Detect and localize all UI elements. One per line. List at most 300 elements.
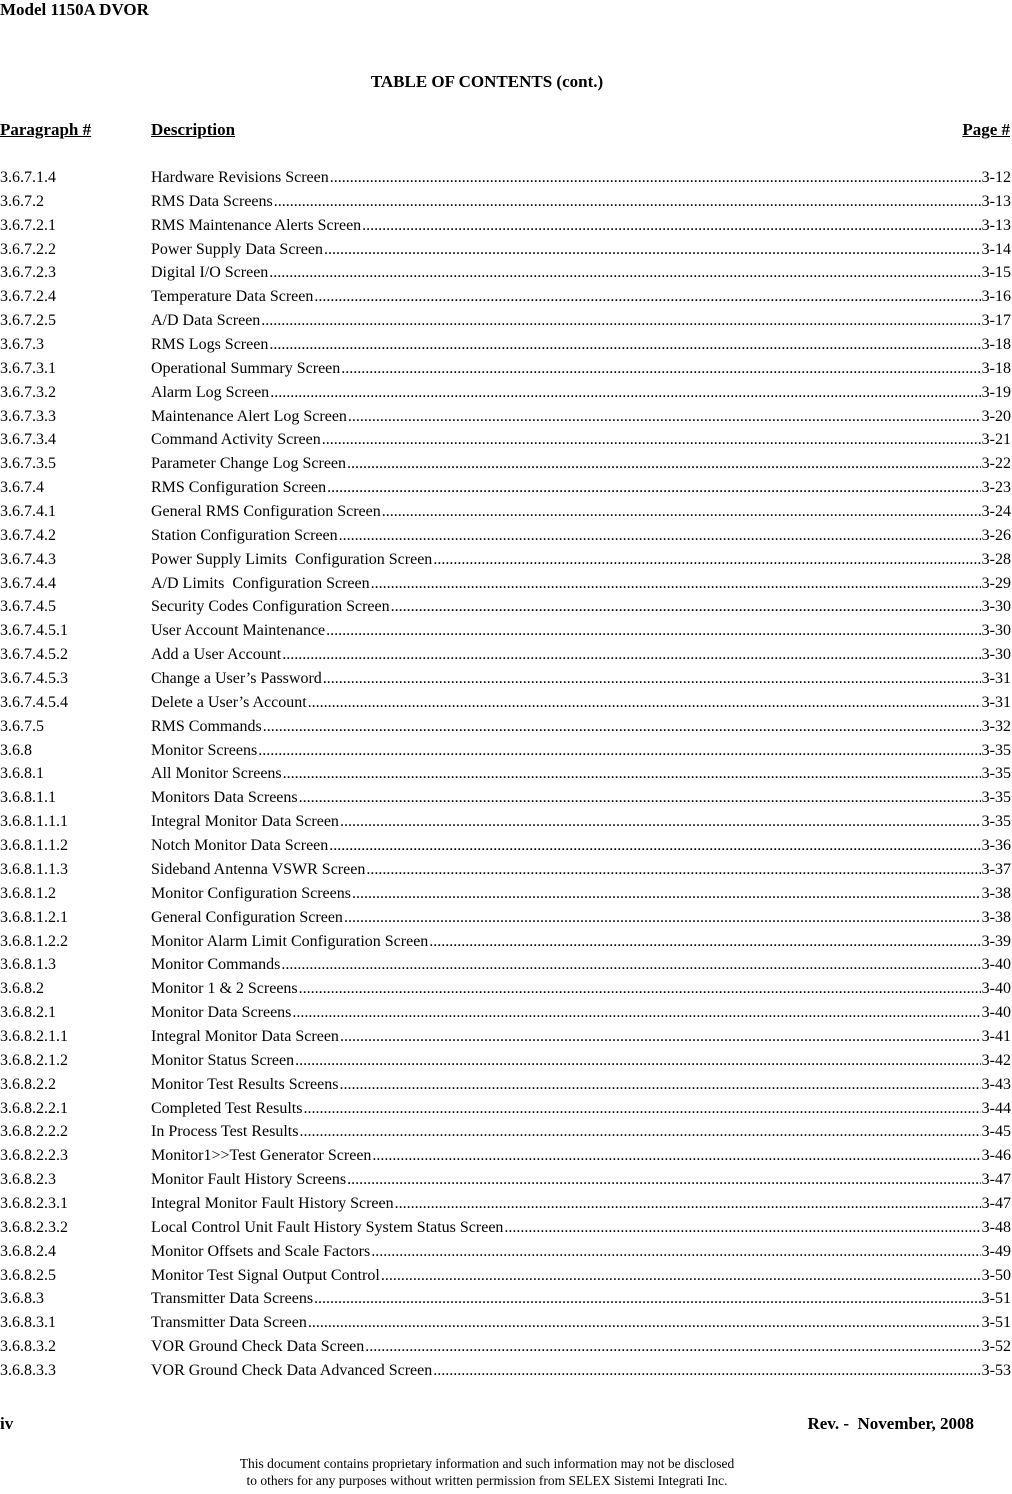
toc-entry-line xyxy=(151,859,1011,881)
toc-paragraph-number: 3.6.8.2.4 xyxy=(0,1242,56,1260)
toc-paragraph-number: 3.6.8.1.1.3 xyxy=(0,860,68,878)
toc-page-number: 3-31 xyxy=(981,693,1011,711)
toc-entry-line xyxy=(151,453,1011,475)
toc-paragraph-number: 3.6.7.2.1 xyxy=(0,216,56,234)
toc-entry-line xyxy=(151,382,1011,404)
toc-entry xyxy=(0,167,1012,191)
dot-leader xyxy=(283,763,981,785)
toc-entry-line xyxy=(151,1026,1011,1048)
toc-page-number: 3-47 xyxy=(981,1194,1011,1212)
toc-entry-line xyxy=(151,1074,1011,1096)
dot-leader xyxy=(323,668,981,690)
toc-entry-line xyxy=(151,596,1011,618)
toc-entry xyxy=(0,668,1012,692)
revision-date: Rev. - November, 2008 xyxy=(807,1414,974,1433)
toc-description: RMS Configuration Screen xyxy=(151,479,327,497)
dot-leader xyxy=(299,978,981,1000)
toc-page-number: 3-40 xyxy=(981,956,1011,974)
toc-description: Operational Summary Screen xyxy=(151,359,341,377)
disclaimer-line: This document contains proprietary information and such information may not be disclosed xyxy=(239,1456,735,1471)
toc-entry xyxy=(0,262,1012,286)
toc-description: Monitor1>>Test Generator Screen xyxy=(151,1147,372,1165)
toc-page-number: 3-21 xyxy=(981,431,1011,449)
toc-entry-line xyxy=(151,763,1011,785)
toc-entry-line xyxy=(151,286,1011,308)
toc-description: General RMS Configuration Screen xyxy=(151,503,381,521)
toc-entry xyxy=(0,811,1012,835)
toc-entry xyxy=(0,549,1012,573)
dot-leader xyxy=(269,334,980,356)
toc-paragraph-number: 3.6.8.1.2 xyxy=(0,884,56,902)
dot-leader xyxy=(381,1265,981,1287)
toc-entry xyxy=(0,501,1012,525)
toc-title: TABLE OF CONTENTS (cont.) xyxy=(370,72,604,91)
toc-page-number: 3-30 xyxy=(981,622,1011,640)
toc-page-number: 3-53 xyxy=(981,1361,1011,1379)
toc-entry-line xyxy=(151,1121,1011,1143)
toc-description: In Process Test Results xyxy=(151,1123,299,1141)
toc-entry-line xyxy=(151,191,1011,213)
toc-entry xyxy=(0,215,1012,239)
toc-paragraph-number: 3.6.7.4.5.1 xyxy=(0,622,68,640)
dot-leader xyxy=(303,1098,980,1120)
toc-entry xyxy=(0,1121,1012,1145)
toc-page-number: 3-52 xyxy=(981,1338,1011,1356)
toc-description: RMS Logs Screen xyxy=(151,336,269,354)
toc-page-number: 3-13 xyxy=(981,216,1011,234)
toc-description: Monitor Configuration Screens xyxy=(151,884,351,902)
toc-paragraph-number: 3.6.7.4 xyxy=(0,479,44,497)
toc-entry xyxy=(0,525,1012,549)
toc-page-number: 3-30 xyxy=(981,598,1011,616)
page-number: iv xyxy=(0,1414,14,1433)
toc-page-number: 3-40 xyxy=(981,1004,1011,1022)
toc-paragraph-number: 3.6.7.4.5.3 xyxy=(0,670,68,688)
toc-description: Monitor Fault History Screens xyxy=(151,1171,347,1189)
dot-leader xyxy=(308,692,981,714)
disclaimer-line: to others for any purposes without written permission from SELEX Sistemi Integrati Inc. xyxy=(246,1473,728,1488)
toc-description: Monitor Offsets and Scale Factors xyxy=(151,1242,371,1260)
dot-leader xyxy=(347,453,981,475)
toc-page-number: 3-31 xyxy=(981,670,1011,688)
toc-description: Monitor Alarm Limit Configuration Screen xyxy=(151,932,429,950)
toc-entry-line xyxy=(151,167,1011,189)
toc-entry xyxy=(0,835,1012,859)
toc-entry xyxy=(0,573,1012,597)
dot-leader xyxy=(382,501,981,523)
dot-leader xyxy=(433,549,980,571)
toc-description: Monitor Screens xyxy=(151,741,258,759)
dot-leader xyxy=(366,859,980,881)
toc-entry xyxy=(0,286,1012,310)
toc-entry xyxy=(0,978,1012,1002)
toc-entry xyxy=(0,1026,1012,1050)
toc-page-number: 3-51 xyxy=(981,1314,1011,1332)
toc-entry xyxy=(0,1360,1012,1384)
dot-leader xyxy=(365,1336,980,1358)
toc-page-number: 3-22 xyxy=(981,455,1011,473)
toc-paragraph-number: 3.6.8.3.2 xyxy=(0,1338,56,1356)
dot-leader xyxy=(371,1241,980,1263)
toc-entry-line xyxy=(151,501,1011,523)
toc-entry xyxy=(0,1336,1012,1360)
toc-entry-line xyxy=(151,573,1011,595)
toc-entry xyxy=(0,954,1012,978)
toc-description: RMS Commands xyxy=(151,717,262,735)
toc-page-number: 3-20 xyxy=(981,407,1011,425)
toc-paragraph-number: 3.6.7.4.5.4 xyxy=(0,693,68,711)
toc-paragraph-number: 3.6.8.2.3.1 xyxy=(0,1194,68,1212)
toc-entry-line xyxy=(151,954,1011,976)
dot-leader xyxy=(347,1169,981,1191)
toc-entry-line xyxy=(151,787,1011,809)
toc-entry-line xyxy=(151,931,1011,953)
toc-page-number: 3-26 xyxy=(981,526,1011,544)
toc-paragraph-number: 3.6.7.3.4 xyxy=(0,431,56,449)
toc-entry xyxy=(0,453,1012,477)
toc-description: Security Codes Configuration Screen xyxy=(151,598,390,616)
toc-entry xyxy=(0,406,1012,430)
toc-entry-line xyxy=(151,811,1011,833)
dot-leader xyxy=(299,787,981,809)
toc-page-number: 3-46 xyxy=(981,1147,1011,1165)
toc-entry xyxy=(0,620,1012,644)
toc-page-number: 3-17 xyxy=(981,312,1011,330)
dot-leader xyxy=(341,358,980,380)
dot-leader xyxy=(326,620,981,642)
toc-paragraph-number: 3.6.8.1.3 xyxy=(0,956,56,974)
dot-leader xyxy=(308,1312,981,1334)
toc-entry-line xyxy=(151,644,1011,666)
dot-leader xyxy=(352,883,981,905)
description-column-header: Description xyxy=(151,120,236,139)
toc-entry xyxy=(0,644,1012,668)
toc-page-number: 3-50 xyxy=(981,1266,1011,1284)
toc-description: Temperature Data Screen xyxy=(151,288,314,306)
toc-entry xyxy=(0,382,1012,406)
toc-entry xyxy=(0,1312,1012,1336)
toc-entry-line xyxy=(151,1169,1011,1191)
toc-description: RMS Data Screens xyxy=(151,192,273,210)
dot-leader xyxy=(340,1026,981,1048)
dot-leader xyxy=(299,1121,980,1143)
dot-leader xyxy=(329,835,980,857)
toc-description: Monitor 1 & 2 Screens xyxy=(151,980,298,998)
dot-leader xyxy=(340,811,981,833)
dot-leader xyxy=(263,716,981,738)
toc-description: Command Activity Screen xyxy=(151,431,321,449)
toc-page-number: 3-30 xyxy=(981,646,1011,664)
toc-paragraph-number: 3.6.8.2.3 xyxy=(0,1171,56,1189)
toc-page-number: 3-15 xyxy=(981,264,1011,282)
dot-leader xyxy=(339,1074,980,1096)
toc-description: Delete a User’s Account xyxy=(151,693,307,711)
toc-page-number: 3-14 xyxy=(981,240,1011,258)
toc-page-number: 3-45 xyxy=(981,1123,1011,1141)
toc-description: All Monitor Screens xyxy=(151,765,282,783)
toc-entry-line xyxy=(151,1098,1011,1120)
toc-entry-line xyxy=(151,1241,1011,1263)
dot-leader xyxy=(433,1360,980,1382)
toc-page-number: 3-47 xyxy=(981,1171,1011,1189)
toc-description: Monitors Data Screens xyxy=(151,789,298,807)
toc-entry-line xyxy=(151,716,1011,738)
toc-entry xyxy=(0,334,1012,358)
dot-leader xyxy=(314,286,980,308)
toc-entry-line xyxy=(151,1193,1011,1215)
toc-description: Integral Monitor Fault History Screen xyxy=(151,1194,394,1212)
toc-description: Power Supply Limits Configuration Screen xyxy=(151,550,433,568)
toc-page-number: 3-37 xyxy=(981,860,1011,878)
toc-description: Sideband Antenna VSWR Screen xyxy=(151,860,366,878)
toc-page-number: 3-48 xyxy=(981,1218,1011,1236)
toc-page-number: 3-19 xyxy=(981,383,1011,401)
toc-description: VOR Ground Check Data Screen xyxy=(151,1338,365,1356)
toc-entry xyxy=(0,1169,1012,1193)
toc-page-number: 3-16 xyxy=(981,288,1011,306)
toc-page-number: 3-12 xyxy=(981,169,1011,186)
toc-entry xyxy=(0,907,1012,931)
dot-leader xyxy=(258,740,980,762)
dot-leader xyxy=(429,931,980,953)
dot-leader xyxy=(330,167,981,189)
dot-leader xyxy=(371,573,981,595)
toc-paragraph-number: 3.6.8.2.1.2 xyxy=(0,1051,68,1069)
toc-entry xyxy=(0,310,1012,334)
toc-paragraph-number: 3.6.7.1.4 xyxy=(0,169,56,186)
toc-description: Power Supply Data Screen xyxy=(151,240,323,258)
toc-entry-line xyxy=(151,358,1011,380)
toc-entry-line xyxy=(151,549,1011,571)
dot-leader xyxy=(314,1288,981,1310)
toc-entry-line xyxy=(151,525,1011,547)
proprietary-disclaimer xyxy=(0,1455,974,1489)
toc-entry xyxy=(0,1265,1012,1289)
toc-entry-line xyxy=(151,239,1011,261)
toc-entry-line xyxy=(151,477,1011,499)
toc-entry xyxy=(0,1193,1012,1217)
toc-description: General Configuration Screen xyxy=(151,908,343,926)
toc-entry-line xyxy=(151,1145,1011,1167)
dot-leader xyxy=(395,1193,981,1215)
toc-description: VOR Ground Check Data Advanced Screen xyxy=(151,1361,433,1379)
page-column-header: Page # xyxy=(962,120,1010,139)
toc-entry-line xyxy=(151,835,1011,857)
toc-entry-line xyxy=(151,1312,1011,1334)
toc-list xyxy=(0,167,1012,1384)
toc-page-number: 3-42 xyxy=(981,1051,1011,1069)
toc-paragraph-number: 3.6.7.4.5.2 xyxy=(0,646,68,664)
toc-entry-line xyxy=(151,429,1011,451)
toc-description: Maintenance Alert Log Screen xyxy=(151,407,347,425)
toc-entry xyxy=(0,787,1012,811)
toc-entry-line xyxy=(151,215,1011,237)
toc-paragraph-number: 3.6.8.1.2.2 xyxy=(0,932,68,950)
toc-paragraph-number: 3.6.7.5 xyxy=(0,717,44,735)
toc-paragraph-number: 3.6.7.3.3 xyxy=(0,407,56,425)
toc-entry xyxy=(0,358,1012,382)
toc-entry-line xyxy=(151,1050,1011,1072)
dot-leader xyxy=(391,596,981,618)
toc-entry-line xyxy=(151,883,1011,905)
toc-entry xyxy=(0,1288,1012,1312)
toc-entry-line xyxy=(151,1217,1011,1239)
toc-description: Station Configuration Screen xyxy=(151,526,338,544)
toc-entry xyxy=(0,1098,1012,1122)
toc-description: Monitor Test Results Screens xyxy=(151,1075,339,1093)
toc-entry-line xyxy=(151,668,1011,690)
dot-leader xyxy=(269,262,980,284)
dot-leader xyxy=(324,239,981,261)
toc-description: Digital I/O Screen xyxy=(151,264,269,282)
toc-paragraph-number: 3.6.8.2.1.1 xyxy=(0,1027,68,1045)
dot-leader xyxy=(348,406,981,428)
toc-entry-line xyxy=(151,978,1011,1000)
toc-description: Transmitter Data Screens xyxy=(151,1290,314,1308)
toc-paragraph-number: 3.6.8.2.2.3 xyxy=(0,1147,68,1165)
toc-entry xyxy=(0,1217,1012,1241)
toc-paragraph-number: 3.6.7.4.4 xyxy=(0,574,56,592)
toc-entry xyxy=(0,1145,1012,1169)
dot-leader xyxy=(327,477,981,499)
toc-page-number: 3-35 xyxy=(981,765,1011,783)
toc-description: RMS Maintenance Alerts Screen xyxy=(151,216,362,234)
toc-entry xyxy=(0,477,1012,501)
toc-paragraph-number: 3.6.8.2.1 xyxy=(0,1004,56,1022)
toc-page-number: 3-35 xyxy=(981,741,1011,759)
toc-entry-line xyxy=(151,262,1011,284)
dot-leader xyxy=(270,382,980,404)
dot-leader xyxy=(504,1217,980,1239)
toc-paragraph-number: 3.6.7.2.2 xyxy=(0,240,56,258)
toc-entry-line xyxy=(151,1265,1011,1287)
toc-entry xyxy=(0,1074,1012,1098)
toc-paragraph-number: 3.6.8.2 xyxy=(0,980,44,998)
toc-entry xyxy=(0,763,1012,787)
toc-page-number: 3-13 xyxy=(981,192,1011,210)
toc-entry xyxy=(0,1050,1012,1074)
toc-paragraph-number: 3.6.7.2.3 xyxy=(0,264,56,282)
toc-page-number: 3-18 xyxy=(981,359,1011,377)
toc-entry-line xyxy=(151,620,1011,642)
toc-entry xyxy=(0,596,1012,620)
dot-leader xyxy=(261,310,980,332)
toc-description: Hardware Revisions Screen xyxy=(151,169,329,186)
toc-description: Notch Monitor Data Screen xyxy=(151,837,329,855)
toc-paragraph-number: 3.6.8.3.1 xyxy=(0,1314,56,1332)
toc-description: Add a User Account xyxy=(151,646,282,664)
toc-entry-line xyxy=(151,1288,1011,1310)
toc-description: Alarm Log Screen xyxy=(151,383,270,401)
dot-leader xyxy=(282,644,980,666)
toc-paragraph-number: 3.6.7.2.5 xyxy=(0,312,56,330)
toc-paragraph-number: 3.6.7.3.2 xyxy=(0,383,56,401)
toc-page-number: 3-44 xyxy=(981,1099,1011,1117)
toc-page-number: 3-28 xyxy=(981,550,1011,568)
toc-paragraph-number: 3.6.8.2.2.2 xyxy=(0,1123,68,1141)
toc-entry-line xyxy=(151,334,1011,356)
toc-paragraph-number: 3.6.8.1.1 xyxy=(0,789,56,807)
toc-paragraph-number: 3.6.8.2.2 xyxy=(0,1075,56,1093)
toc-page-number: 3-39 xyxy=(981,932,1011,950)
dot-leader xyxy=(295,1050,981,1072)
toc-description: Monitor Commands xyxy=(151,956,281,974)
dot-leader xyxy=(281,954,980,976)
toc-description: User Account Maintenance xyxy=(151,622,326,640)
toc-paragraph-number: 3.6.8.2.5 xyxy=(0,1266,56,1284)
toc-page-number: 3-41 xyxy=(981,1027,1011,1045)
dot-leader xyxy=(339,525,981,547)
toc-page-number: 3-35 xyxy=(981,789,1011,807)
toc-entry-line xyxy=(151,907,1011,929)
toc-description: Monitor Data Screens xyxy=(151,1004,292,1022)
toc-paragraph-number: 3.6.8.1 xyxy=(0,765,44,783)
dot-leader xyxy=(344,907,981,929)
toc-entry xyxy=(0,191,1012,215)
toc-description: Monitor Status Screen xyxy=(151,1051,295,1069)
toc-description: Integral Monitor Data Screen xyxy=(151,1027,339,1045)
toc-paragraph-number: 3.6.8.2.3.2 xyxy=(0,1218,68,1236)
toc-page-number: 3-43 xyxy=(981,1075,1011,1093)
toc-paragraph-number: 3.6.8.1.1.2 xyxy=(0,837,68,855)
toc-entry xyxy=(0,239,1012,263)
toc-paragraph-number: 3.6.8.1.1.1 xyxy=(0,813,68,831)
toc-entry-line xyxy=(151,1336,1011,1358)
toc-entry-line xyxy=(151,406,1011,428)
toc-entry xyxy=(0,429,1012,453)
toc-paragraph-number: 3.6.7.4.1 xyxy=(0,503,56,521)
toc-entry-line xyxy=(151,310,1011,332)
toc-entry xyxy=(0,1241,1012,1265)
toc-description: Local Control Unit Fault History System Status Screen xyxy=(151,1218,504,1236)
toc-description: A/D Limits Configuration Screen xyxy=(151,574,370,592)
toc-description: Completed Test Results xyxy=(151,1099,303,1117)
toc-page-number: 3-36 xyxy=(981,837,1011,855)
toc-entry xyxy=(0,740,1012,764)
toc-entry-line xyxy=(151,1002,1011,1024)
paragraph-column-header: Paragraph # xyxy=(0,120,92,139)
toc-page-number: 3-24 xyxy=(981,503,1011,521)
toc-paragraph-number: 3.6.8.3.3 xyxy=(0,1361,56,1379)
toc-paragraph-number: 3.6.8.1.2.1 xyxy=(0,908,68,926)
toc-description: A/D Data Screen xyxy=(151,312,261,330)
toc-page-number: 3-35 xyxy=(981,813,1011,831)
toc-entry xyxy=(0,931,1012,955)
toc-description: Monitor Test Signal Output Control xyxy=(151,1266,380,1284)
toc-page-number: 3-38 xyxy=(981,908,1011,926)
toc-paragraph-number: 3.6.8 xyxy=(0,741,32,759)
toc-page-number: 3-18 xyxy=(981,336,1011,354)
toc-paragraph-number: 3.6.7.4.3 xyxy=(0,550,56,568)
dot-leader xyxy=(274,191,981,213)
toc-page-number: 3-49 xyxy=(981,1242,1011,1260)
toc-page-number: 3-32 xyxy=(981,717,1011,735)
toc-paragraph-number: 3.6.7.3.5 xyxy=(0,455,56,473)
dot-leader xyxy=(372,1145,980,1167)
toc-entry xyxy=(0,859,1012,883)
toc-description: Integral Monitor Data Screen xyxy=(151,813,339,831)
dot-leader xyxy=(322,429,981,451)
toc-page-number: 3-23 xyxy=(981,479,1011,497)
toc-entry xyxy=(0,716,1012,740)
toc-entry xyxy=(0,883,1012,907)
dot-leader xyxy=(362,215,981,237)
toc-entry xyxy=(0,692,1012,716)
toc-paragraph-number: 3.6.7.4.2 xyxy=(0,526,56,544)
toc-entry-line xyxy=(151,740,1011,762)
toc-description: Parameter Change Log Screen xyxy=(151,455,347,473)
toc-page-number: 3-29 xyxy=(981,574,1011,592)
